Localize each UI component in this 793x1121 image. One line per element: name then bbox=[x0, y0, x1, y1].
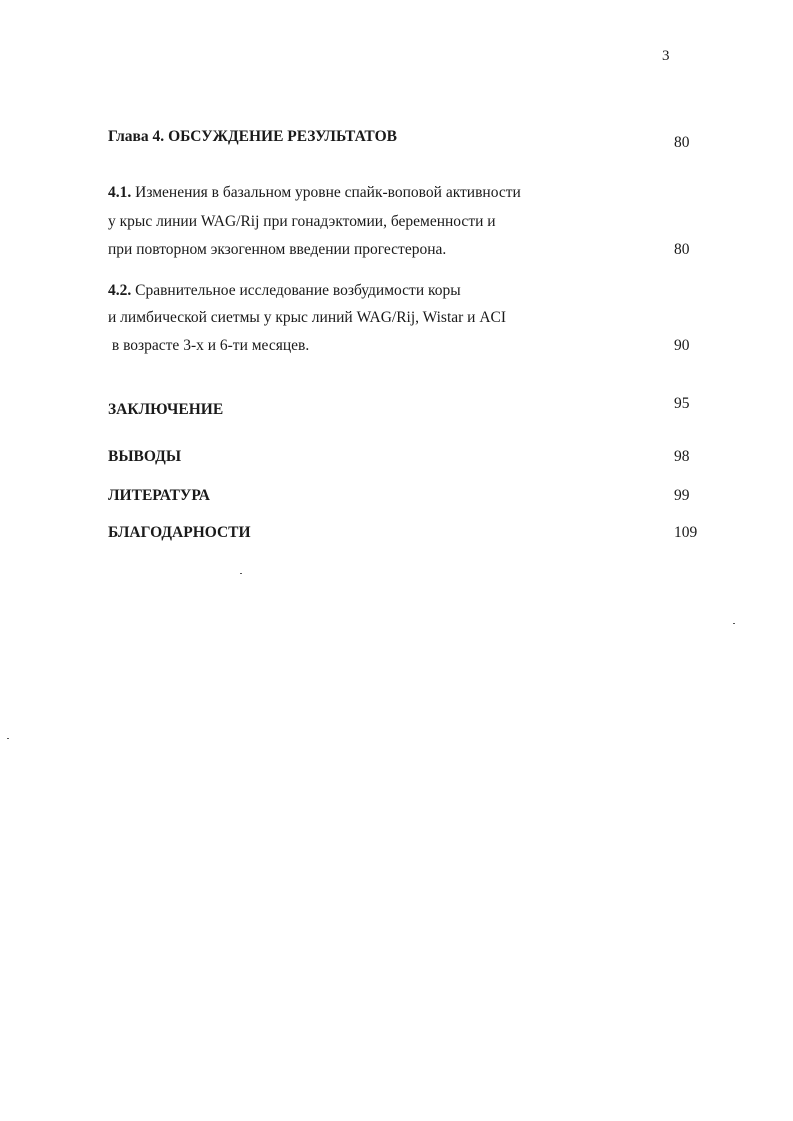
toc-section-4-1-line2: у крыс линии WAG/Rij при гонадэктомии, беременности и bbox=[108, 213, 496, 230]
toc-section-4-2-line3: в возрасте 3-х и 6-ти месяцев. bbox=[108, 337, 310, 354]
toc-section-4-2-page: 90 bbox=[674, 337, 690, 354]
toc-acknowledgements: БЛАГОДАРНОСТИ bbox=[108, 524, 251, 541]
toc-acknowledgements-page: 109 bbox=[674, 524, 698, 541]
section-number: 4.2. bbox=[108, 282, 132, 299]
section-title-line: Сравнительное исследование возбудимости коры bbox=[135, 282, 461, 299]
section-number: 4.1. bbox=[108, 184, 132, 201]
toc-section-4-2-line1 bbox=[108, 282, 461, 300]
toc-section-4-1-page: 80 bbox=[674, 241, 690, 258]
page-number: 3 bbox=[662, 48, 670, 64]
chapter-prefix: Глава 4. bbox=[108, 128, 165, 145]
scan-speck bbox=[733, 623, 735, 624]
toc-conclusion: ЗАКЛЮЧЕНИЕ bbox=[108, 401, 224, 418]
toc-conclusion-page: 95 bbox=[674, 395, 690, 412]
toc-literature: ЛИТЕРАТУРА bbox=[108, 487, 210, 504]
toc-section-4-1-line1 bbox=[108, 184, 521, 202]
chapter-title: ОБСУЖДЕНИЕ РЕЗУЛЬТАТОВ bbox=[168, 128, 397, 145]
section-title-line: Изменения в базальном уровне спайк-воповой активности bbox=[135, 184, 521, 201]
toc-section-4-2-line2: и лимбической сиетмы у крыс линий WAG/Rij, Wistar и ACI bbox=[108, 309, 507, 326]
scan-speck bbox=[7, 738, 9, 739]
toc-findings: ВЫВОДЫ bbox=[108, 448, 182, 465]
scan-speck bbox=[240, 573, 242, 574]
toc-chapter-4-page: 80 bbox=[674, 134, 690, 151]
toc-section-4-1-line3: при повторном экзогенном введении прогестерона. bbox=[108, 241, 447, 258]
toc-chapter-4 bbox=[108, 128, 397, 146]
toc-findings-page: 98 bbox=[674, 448, 690, 465]
toc-literature-page: 99 bbox=[674, 487, 690, 504]
